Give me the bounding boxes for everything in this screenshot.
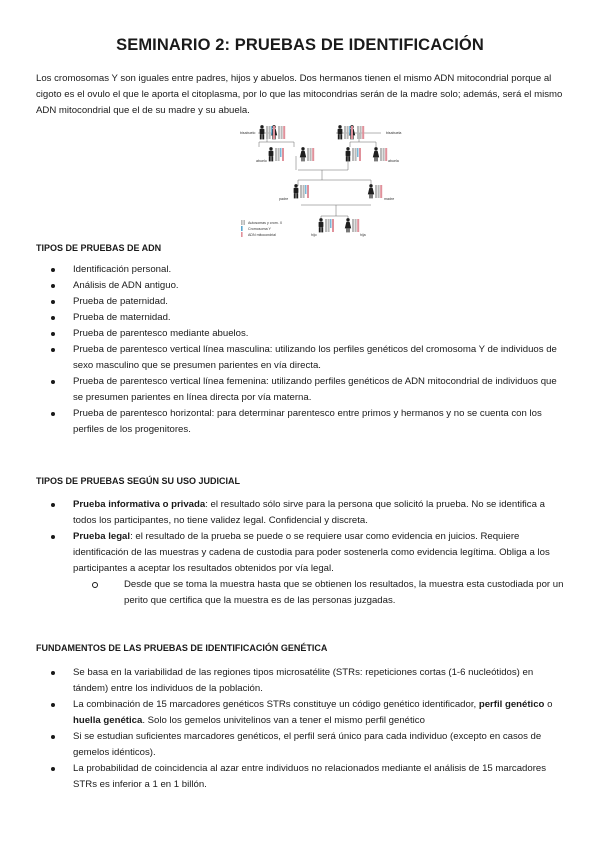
text-legal: : el resultado de la prueba se puede o se requiere usar como evidencia en juicios. Requiere identificación de las muestras y cadena de custodia para poder sostenerla como evidencia legítima. Obliga a los participantes a aceptar los resultados obtenidos por vía legal. <box>73 531 550 574</box>
list-item: Se basa en la variabilidad de las regiones tipos microsatélite (STRs: repeticiones cortas (1-6 nucleótidos) en tándem) entre los individuos de la población. <box>36 665 564 697</box>
term-informativa: Prueba informativa o privada <box>73 499 206 510</box>
figure-legend <box>241 220 283 237</box>
page-title: SEMINARIO 2: PRUEBAS DE IDENTIFICACIÓN <box>116 36 484 54</box>
father-figure <box>294 184 299 198</box>
list-fundamentos <box>36 665 564 793</box>
list-item: La probabilidad de coincidencia al azar entre individuos no relacionados mediante el análisis de 15 marcadores STRs es inferior a 1 en 1 billón. <box>36 761 564 793</box>
list-item: Prueba de parentesco horizontal: para determinar parentesco entre primos y hermanos y no se cuenta con los perfiles de los progenitores. <box>36 406 564 438</box>
list-item: Prueba de parentesco vertical línea femenina: utilizando perfiles genéticos de ADN mitocondrial de individuos que se presumen parientes en línea directa por vía materna. <box>36 374 564 406</box>
term-legal: Prueba legal <box>73 531 131 542</box>
list-item: Prueba de maternidad. <box>36 310 564 326</box>
pedigree-figure <box>236 120 406 244</box>
grandmother-figure <box>300 147 306 161</box>
mother-figure <box>368 184 374 198</box>
list-item: Análisis de ADN antiguo. <box>36 278 564 294</box>
list-item: Prueba de paternidad. <box>36 294 564 310</box>
label-bisabuelo: bisabuelo <box>240 131 256 135</box>
list-item: Prueba de parentesco mediante abuelos. <box>36 326 564 342</box>
label-bisabuela: bisabuela <box>386 131 402 135</box>
son-figure <box>319 218 324 232</box>
sub-list-item-custodia: Desde que se toma la muestra hasta que se obtienen los resultados, la muestra esta custodiada por un perito que certifica que la muestra es de las personas juzgadas. <box>73 577 564 609</box>
label-hijo: hijo <box>311 233 317 237</box>
label-abuelo: abuelo <box>256 159 267 163</box>
term-huella-genetica: huella genética <box>73 715 143 726</box>
list-item-informativa <box>36 497 564 529</box>
list-item: Prueba de parentesco vertical línea masculina: utilizando los perfiles genéticos del cromosoma Y de individuos de sexo masculino que se presumen parientes en vía directa. <box>36 342 564 374</box>
section-heading-tipos: TIPOS DE PRUEBAS DE ADN <box>36 243 162 253</box>
grandmother-figure-2 <box>373 147 379 161</box>
section-heading-fundamentos: FUNDAMENTOS DE LAS PRUEBAS DE IDENTIFICACIÓN GENÉTICA <box>36 643 328 653</box>
text-o: o <box>544 699 553 710</box>
term-perfil-genetico: perfil genético <box>478 699 545 710</box>
great-grandfather-figure-2 <box>338 125 343 139</box>
section-heading-judicial: TIPOS DE PRUEBAS SEGÚN SU USO JUDICIAL <box>36 476 241 486</box>
text-combinacion: La combinación de 15 marcadores genéticos STRs constituye un código genético identificador, <box>73 699 479 710</box>
label-hija: hija <box>360 233 366 237</box>
text-gemelos: . Solo los gemelos univitelinos van a tener el mismo perfil genético <box>142 715 425 726</box>
list-item-perfil <box>36 697 564 729</box>
label-padre: padre <box>279 197 289 201</box>
list-item: Si se estudian suficientes marcadores genéticos, el perfil será único para cada individuo (excepto en casos de gemelos idénticos). <box>36 729 564 761</box>
intro-paragraph: Los cromosomas Y son iguales entre padres, hijos y abuelos. Dos hermanos tienen el mismo ADN mitocondrial porque al cigoto es el ovulo el que le aporta el citoplasma, por lo que las mitocondrias serán de la madre solo; además, será el mismo ADN mitocondrial que el de su madre y su abuela. <box>36 73 563 116</box>
list-judicial <box>36 497 564 609</box>
daughter-figure <box>345 218 351 232</box>
grandfather-figure <box>269 147 274 161</box>
label-madre: madre <box>384 197 395 201</box>
text-informativa: : el resultado sólo sirve para la persona que solicitó la prueba. No se identifica a todos los participantes, no tiene validez legal. Confidencial y discreta. <box>73 499 545 526</box>
legend-adn-mitocondrial: ADN mitocondrial <box>248 233 276 237</box>
label-abuela: abuela <box>388 159 399 163</box>
great-grandfather-figure <box>260 125 265 139</box>
list-item: Identificación personal. <box>36 262 564 278</box>
legend-autosomas: Autosomas y crom. X <box>248 221 283 225</box>
list-item-legal <box>36 529 564 609</box>
legend-cromosoma-y: Cromosoma Y <box>248 227 271 231</box>
list-tipos <box>36 262 564 438</box>
